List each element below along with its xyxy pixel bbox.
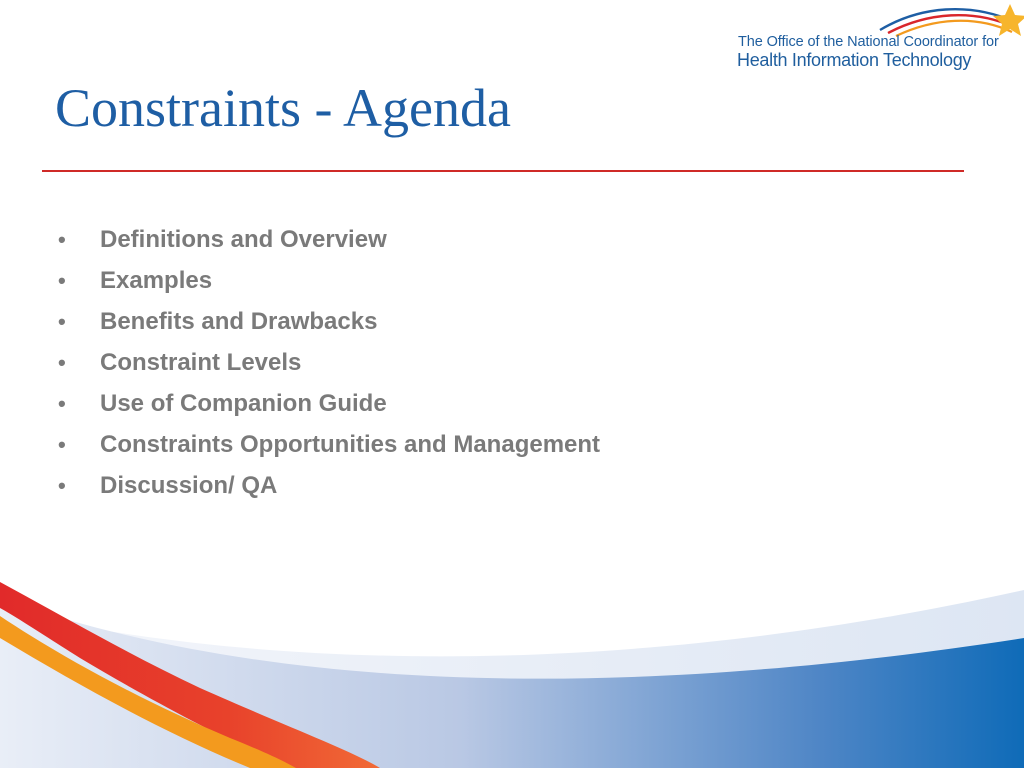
agenda-item-label: Constraint Levels [100, 349, 302, 376]
bullet-icon: • [58, 432, 66, 457]
agenda-item-label: Benefits and Drawbacks [100, 308, 378, 335]
agenda-item [58, 267, 600, 308]
agenda-item-label: Use of Companion Guide [100, 390, 387, 417]
slide-title: Constraints - Agenda [55, 78, 511, 138]
agenda-item [58, 472, 600, 513]
agenda-item-label: Definitions and Overview [100, 226, 387, 253]
bullet-icon: • [58, 350, 66, 375]
agenda-list [58, 226, 600, 513]
bullet-icon: • [58, 309, 66, 334]
agenda-item [58, 226, 600, 267]
bullet-icon: • [58, 227, 66, 252]
title-divider [42, 170, 964, 172]
agenda-item-label: Constraints Opportunities and Management [100, 431, 601, 458]
agenda-item [58, 349, 600, 390]
bullet-icon: • [58, 268, 66, 293]
bullet-icon: • [58, 473, 66, 498]
agenda-item [58, 431, 600, 472]
logo-line-1: The Office of the National Coordinator for [738, 34, 999, 50]
bullet-icon: • [58, 391, 66, 416]
agenda-item [58, 390, 600, 431]
logo-line-2: Health Information Technology [737, 50, 972, 70]
agenda-item [58, 308, 600, 349]
agenda-item-label: Examples [100, 267, 213, 294]
agenda-item-label: Discussion/ QA [100, 472, 278, 499]
bottom-swoosh-decoration [0, 560, 1024, 768]
onc-logo [730, 0, 1024, 80]
